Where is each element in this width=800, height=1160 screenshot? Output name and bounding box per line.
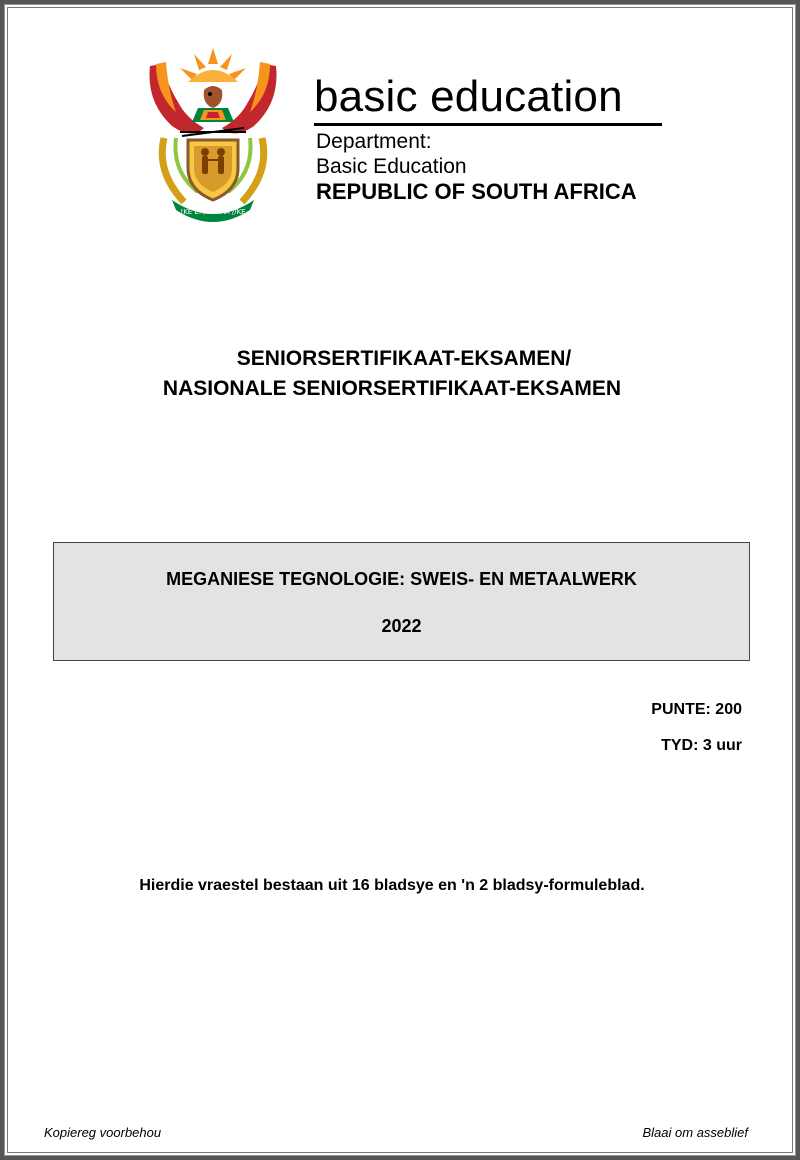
time-label: TYD: 3 uur — [661, 737, 742, 754]
exam-title-line2: NASIONALE SENIORSERTIFIKAAT-EKSAMEN — [162, 377, 622, 400]
department-name: Basic Education — [316, 155, 467, 178]
sun-rays — [180, 48, 246, 82]
marks-label: PUNTE: 200 — [651, 701, 742, 718]
country-name: REPUBLIC OF SOUTH AFRICA — [316, 179, 637, 204]
department-line: Department: — [316, 130, 432, 153]
crest-motto: !KE E: /XARRA //KE — [180, 208, 246, 216]
subject-name: MEGANIESE TEGNOLOGIE: SWEIS- EN METAALWERK — [166, 569, 637, 589]
brand-underline — [314, 123, 662, 126]
copyright-footer: Kopiereg voorbehou — [44, 1125, 162, 1140]
subject-year: 2022 — [381, 616, 422, 636]
pages-note — [0, 876, 800, 896]
pages-note-text: Hierdie vraestel bestaan uit 16 bladsye en 'n 2 bladsy-formuleblad. — [139, 877, 645, 894]
brand-title: basic education — [314, 72, 623, 121]
exam-title-line1: SENIORSERTIFIKAAT-EKSAMEN/ — [236, 347, 572, 370]
coat-of-arms-icon — [142, 42, 284, 222]
turn-over-footer: Blaai om asseblief — [642, 1125, 748, 1140]
subject-box — [53, 542, 750, 661]
